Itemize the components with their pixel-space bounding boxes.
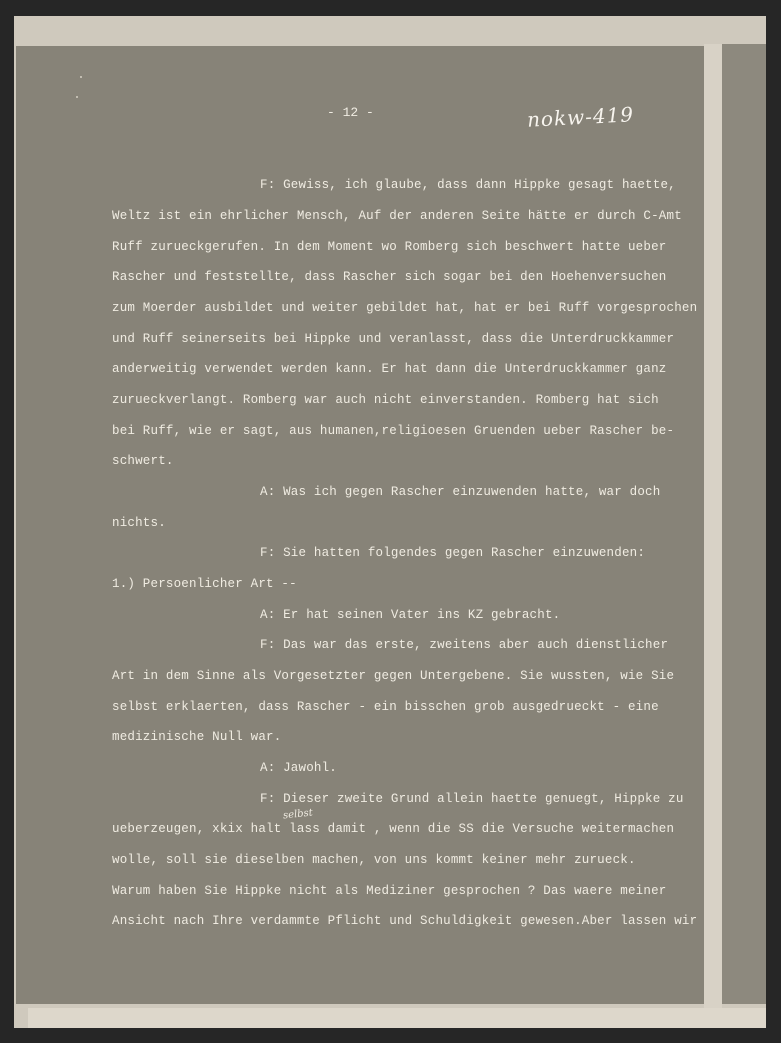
text-line: Art in dem Sinne als Vorgesetzter gegen Untergebene. Sie wussten, wie Sie [112, 669, 675, 683]
text-line: F: Sie hatten folgendes gegen Rascher einzuwenden: [260, 546, 646, 560]
text-line: F: Das war das erste, zweitens aber auch dienstlicher [260, 638, 669, 652]
mount-bottom-edge [28, 1008, 766, 1028]
text-line: Warum haben Sie Hippke nicht als Mediziner gesprochen ? Das waere meiner [112, 884, 667, 898]
text-line: F: Gewiss, ich glaube, dass dann Hippke gesagt haette, [260, 178, 676, 192]
text-line: A: Er hat seinen Vater ins KZ gebracht. [260, 608, 561, 622]
text-line: Ruff zurueckgerufen. In dem Moment wo Romberg sich beschwert hatte ueber [112, 240, 667, 254]
text-line: bei Ruff, wie er sagt, aus humanen,religioesen Gruenden ueber Rascher be- [112, 424, 675, 438]
text-line: schwert. [112, 454, 174, 468]
text-line: Weltz ist ein ehrlicher Mensch, Auf der anderen Seite hätte er durch C-Amt [112, 209, 682, 223]
handwritten-annotation: selbst [282, 807, 314, 822]
speck [76, 96, 78, 98]
text-line: zum Moerder ausbildet und weiter gebildet hat, hat er bei Ruff vorgesprochen [112, 301, 698, 315]
text-line: A: Was ich gegen Rascher einzuwenden hatte, war doch [260, 485, 661, 499]
text-line: A: Jawohl. [260, 761, 338, 775]
text-line: selbst erklaerten, dass Rascher - ein bisschen grob ausgedrueckt - eine [112, 700, 659, 714]
text-line: medizinische Null war. [112, 730, 282, 744]
underlying-sheet [722, 44, 766, 1004]
text-line: Rascher und feststellte, dass Rascher sich sogar bei den Hoehenversuchen [112, 270, 667, 284]
text-line: F: Dieser zweite Grund allein haette genuegt, Hippke zu [260, 792, 684, 806]
text-line: nichts. [112, 516, 166, 530]
text-line: zurueckverlangt. Romberg war auch nicht einverstanden. Romberg hat sich [112, 393, 659, 407]
text-line: und Ruff seinerseits bei Hippke und veranlasst, dass die Unterdruckkammer [112, 332, 675, 346]
text-line: wolle, soll sie dieselben machen, von uns kommt keiner mehr zurueck. [112, 853, 636, 867]
speck [80, 76, 82, 78]
text-line: anderweitig verwendet werden kann. Er hat dann die Unterdruckkammer ganz [112, 362, 667, 376]
document-id-handwritten: nokw-419 [526, 102, 635, 132]
text-line: 1.) Persoenlicher Art -- [112, 577, 297, 591]
document-sheet [16, 46, 704, 1004]
text-line: ueberzeugen, xkix halt lass damit , wenn die SS die Versuche weitermachen [112, 822, 675, 836]
page-number: - 12 - [327, 105, 374, 120]
text-line: Ansicht nach Ihre verdammte Pflicht und Schuldigkeit gewesen.Aber lassen wir [112, 914, 698, 928]
paper-gap [704, 44, 722, 1008]
